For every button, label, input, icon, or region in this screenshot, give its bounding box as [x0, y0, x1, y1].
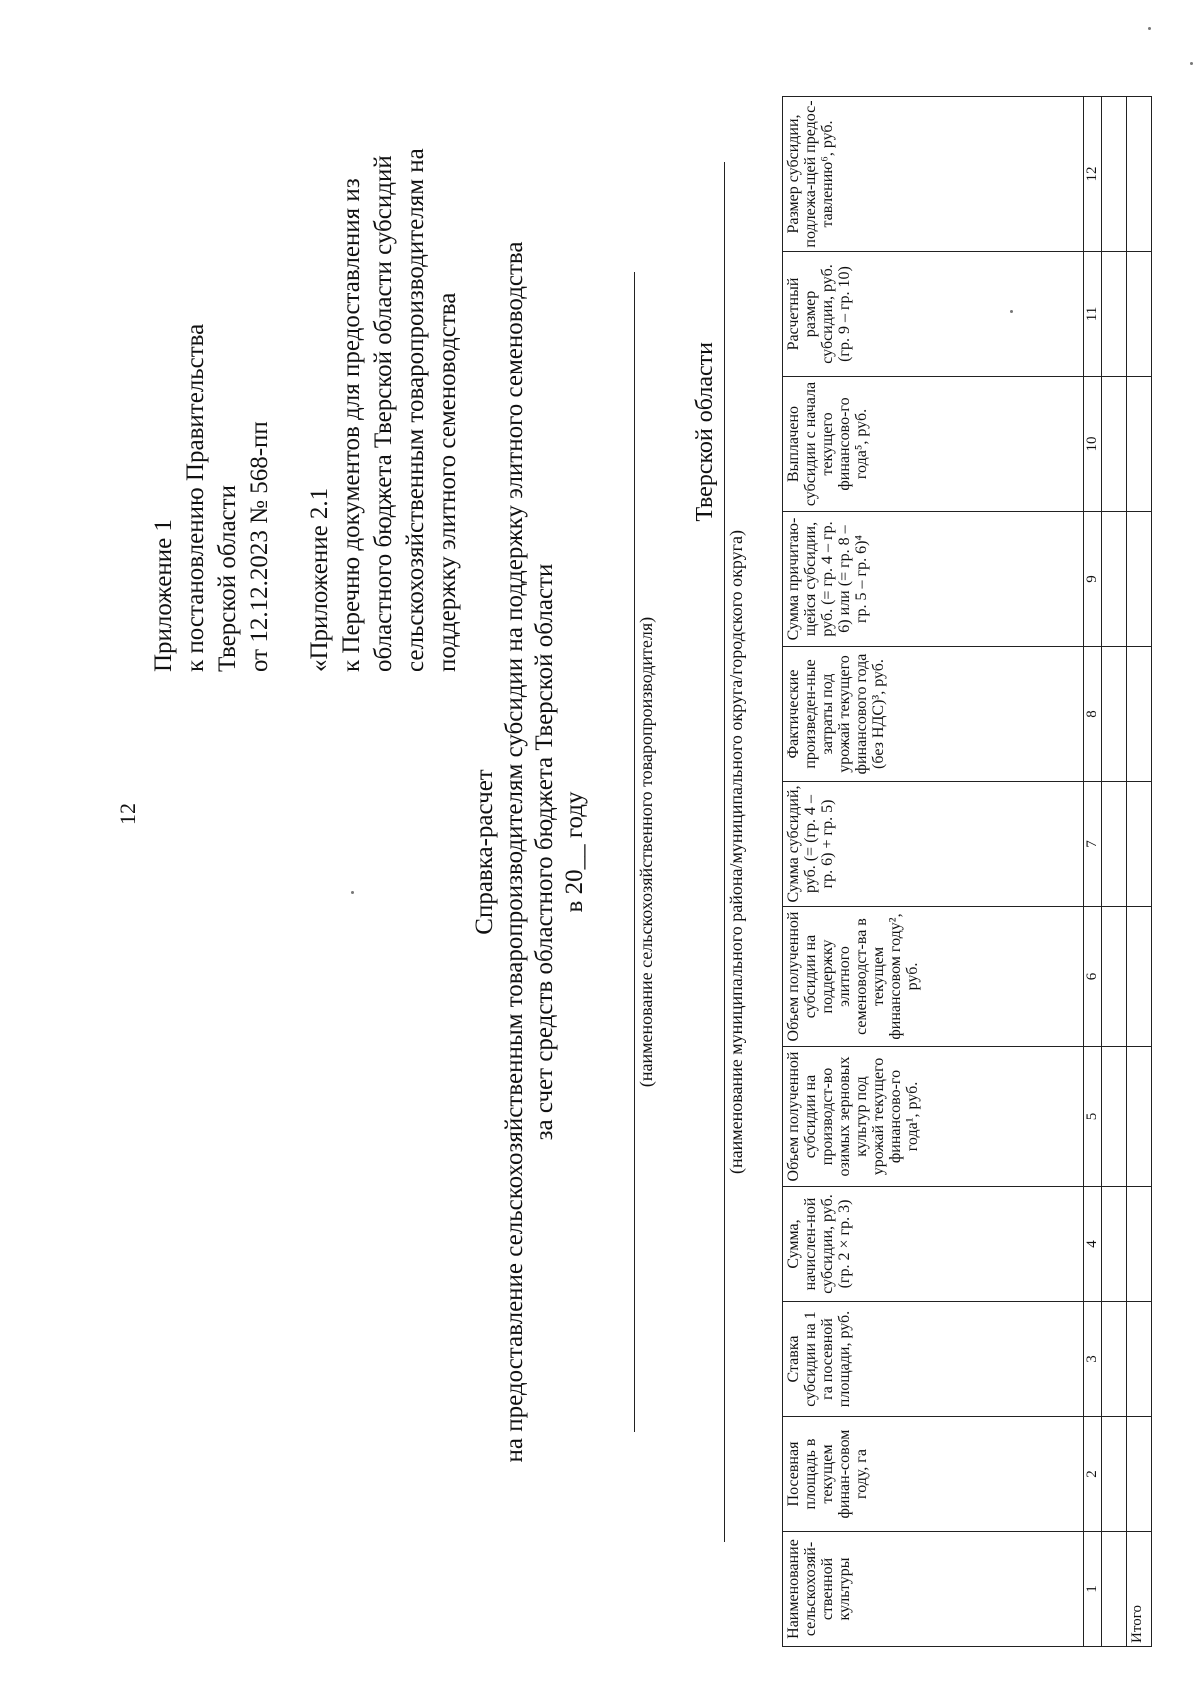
scan-speck	[1190, 62, 1193, 65]
column-number: 9	[1084, 512, 1102, 647]
column-number: 3	[1084, 1302, 1102, 1417]
appendix-block	[148, 32, 464, 672]
table-cell	[1127, 512, 1152, 647]
column-header: Посевная площадь в текущем финан-совом году, га	[783, 1417, 1084, 1532]
table-cell	[1127, 782, 1152, 907]
total-row	[1127, 97, 1152, 1647]
column-number: 6	[1084, 907, 1102, 1047]
table-row	[1102, 97, 1127, 1647]
appendix-subline: к Перечню документов для предоставления из	[338, 178, 365, 672]
column-header: Расчетный размер субсидии, руб. (гр. 9 – гр. 10)	[783, 252, 1084, 377]
column-number: 10	[1084, 377, 1102, 512]
table-cell	[1127, 907, 1152, 1047]
table-cell	[1102, 512, 1127, 647]
table-cell	[1127, 647, 1152, 782]
table-cell	[1127, 252, 1152, 377]
scan-speck	[351, 891, 354, 894]
column-header: Сумма причитаю-щейся субсидии, руб. (= гр. 4 – гр. 6) или (= гр. 8 – гр. 5 – гр. 6)⁴	[783, 512, 1084, 647]
table-cell	[1102, 907, 1127, 1047]
table-cell	[1102, 1302, 1127, 1417]
table-cell	[1127, 377, 1152, 512]
column-header: Выплачено субсидии с начала текущего финансово-го года⁵, руб.	[783, 377, 1084, 512]
title-line: на предоставление сельскохозяйственным товаропроизводителям субсидии на поддержку элитного семеноводства	[501, 241, 528, 1463]
column-number: 7	[1084, 782, 1102, 907]
table-cell	[1102, 97, 1127, 252]
column-number: 11	[1084, 252, 1102, 377]
producer-name-hint: (наименование сельскохозяйственного товаропроизводителя)	[636, 616, 656, 1088]
table-cell	[1102, 252, 1127, 377]
column-number: 5	[1084, 1047, 1102, 1187]
column-header: Наименование сельскохозяй-ственной культуры	[783, 1532, 1084, 1647]
calculation-table	[782, 96, 1152, 1647]
appendix-subline: областного бюджета Тверской области субсидий	[370, 155, 397, 672]
region-name-line	[724, 162, 725, 1542]
column-header: Сумма, начислен-ной субсидии, руб. (гр. 2 × гр. 3)	[783, 1187, 1084, 1302]
appendix-line: от 12.12.2023 № 568-пп	[246, 421, 273, 672]
column-header: Размер субсидии, подлежа-щей предос-тавлению⁶, руб.	[783, 97, 1084, 252]
region-name-hint: (наименование муниципального района/муниципального округа/городского округа)	[726, 529, 746, 1175]
region-name: Тверской области	[692, 342, 718, 522]
page-number: 12	[115, 803, 140, 825]
table-cell	[1102, 1047, 1127, 1187]
scan-speck	[1010, 310, 1013, 313]
scan-speck	[1148, 27, 1151, 30]
table-cell	[1102, 1417, 1127, 1532]
table-cell	[1127, 1302, 1152, 1417]
table-cell	[1127, 97, 1152, 252]
column-header: Объем полученной субсидии на поддержку элитного семеноводст-ва в текущем финансовом году², руб.	[783, 907, 1084, 1047]
title-line: за счет средств областного бюджета Тверской области	[531, 563, 558, 1141]
table-header-row	[783, 97, 1084, 1647]
document-title	[470, 202, 590, 1502]
table-cell	[1127, 1047, 1152, 1187]
column-number-row	[1084, 97, 1102, 1647]
title-line: Справка-расчет	[471, 769, 498, 935]
column-number: 2	[1084, 1417, 1102, 1532]
column-header: Сумма субсидий, руб. (= (гр. 4 – гр. 6) + гр. 5)	[783, 782, 1084, 907]
column-number: 12	[1084, 97, 1102, 252]
appendix-line: Тверской области	[214, 485, 241, 672]
appendix-line: Приложение 1	[150, 519, 177, 672]
table-cell	[1127, 1417, 1152, 1532]
appendix-subline: «Приложение 2.1	[306, 487, 333, 672]
column-header: Фактические произведен-ные затраты под урожай текущего финансового года (без НДС)³, руб.	[783, 647, 1084, 782]
column-header: Объем полученной субсидии на производст-во озимых зерновых культур под урожай текущего финансово-го года¹, руб.	[783, 1047, 1084, 1187]
column-number: 4	[1084, 1187, 1102, 1302]
table-cell	[1102, 377, 1127, 512]
table-cell	[1102, 1187, 1127, 1302]
appendix-line: к постановлению Правительства	[182, 323, 209, 672]
appendix-subline: сельскохозяйственным товаропроизводителям на	[402, 148, 429, 672]
title-line: в 20__ году	[561, 791, 588, 913]
total-label: Итого	[1127, 1532, 1152, 1647]
column-number: 1	[1084, 1532, 1102, 1647]
column-header: Ставка субсидии на 1 га посевной площади, руб.	[783, 1302, 1084, 1417]
table-cell	[1102, 647, 1127, 782]
table-cell	[1102, 782, 1127, 907]
appendix-subline: поддержку элитного семеноводства	[434, 292, 461, 672]
table-cell	[1127, 1187, 1152, 1302]
table-cell	[1102, 1532, 1127, 1647]
column-number: 8	[1084, 647, 1102, 782]
producer-name-line	[634, 272, 635, 1432]
